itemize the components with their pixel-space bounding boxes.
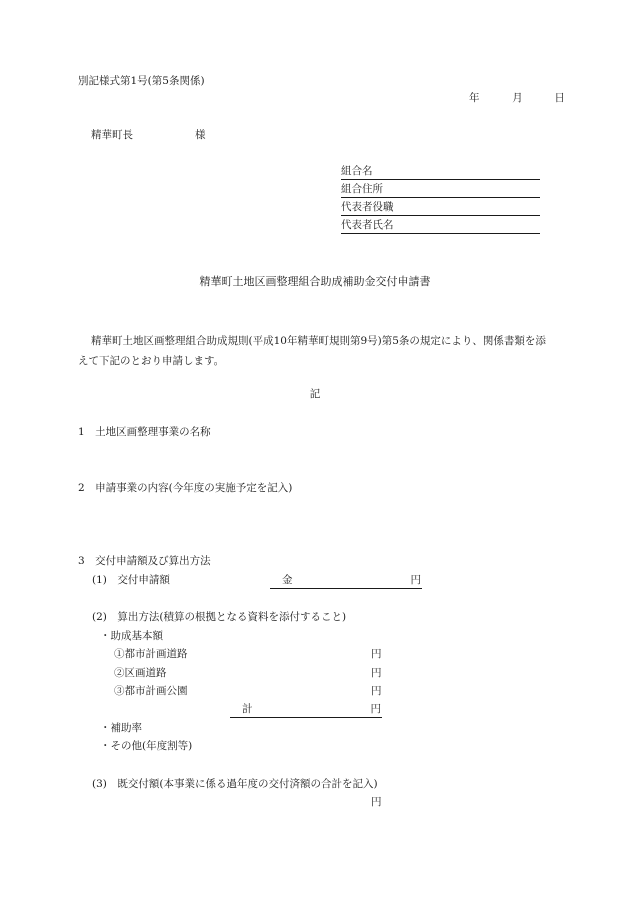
addressee-honorific: 様	[195, 129, 206, 141]
item-2-label: (2) 算出方法(積算の根拠となる資料を添付すること)	[92, 611, 347, 623]
row-urban-road-yen: 円	[371, 648, 382, 660]
date-month: 月	[512, 92, 523, 104]
body-paragraph: 精華町土地区画整理組合助成規則(平成10年精華町規則第9号)第5条の規定により、関係書類を添えて下記のとおり申請します。	[78, 335, 546, 367]
date-line	[469, 93, 565, 104]
item-3-label: (3) 既交付額(本事業に係る過年度の交付済額の合計を記入)	[92, 778, 378, 790]
applicant-union-address: 組合住所	[341, 183, 540, 198]
total-label: 計	[242, 703, 253, 715]
request-amount-yen: 円	[410, 574, 421, 586]
other-label: ・その他(年度割等)	[100, 740, 193, 752]
ki-marker: 記	[309, 388, 321, 400]
applicant-block	[341, 165, 540, 237]
subsidy-rate-label: ・補助率	[100, 722, 142, 734]
request-amount-line	[270, 574, 422, 589]
row-district-road: ②区画道路	[114, 667, 167, 679]
applicant-representative-name: 代表者氏名	[341, 219, 540, 234]
applicant-representative-title: 代表者役職	[341, 201, 540, 216]
date-day: 日	[554, 92, 565, 104]
row-urban-park-yen: 円	[371, 685, 382, 697]
section-1-heading: 1 土地区画整理事業の名称	[78, 426, 211, 438]
kin-label: 金	[282, 574, 293, 586]
item-1-label: (1) 交付申請額	[92, 574, 170, 586]
basic-amount-label: ・助成基本額	[100, 630, 163, 642]
section-2-heading: 2 申請事業の内容(今年度の実施予定を記入)	[78, 482, 293, 494]
total-line	[230, 704, 382, 718]
applicant-union-name: 組合名	[341, 165, 540, 180]
date-year: 年	[469, 92, 480, 104]
total-yen: 円	[370, 703, 381, 715]
document-title: 精華町土地区画整理組合助成補助金交付申請書	[199, 275, 431, 288]
form-reference: 別記様式第1号(第5条関係)	[78, 75, 205, 87]
row-urban-park: ③都市計画公園	[114, 685, 188, 697]
addressee-name: 精華町長	[91, 129, 133, 141]
row-district-road-yen: 円	[371, 667, 382, 679]
row-urban-road: ①都市計画道路	[114, 648, 188, 660]
previous-amount-yen: 円	[371, 796, 382, 808]
section-3-heading: 3 交付申請額及び算出方法	[78, 555, 211, 567]
